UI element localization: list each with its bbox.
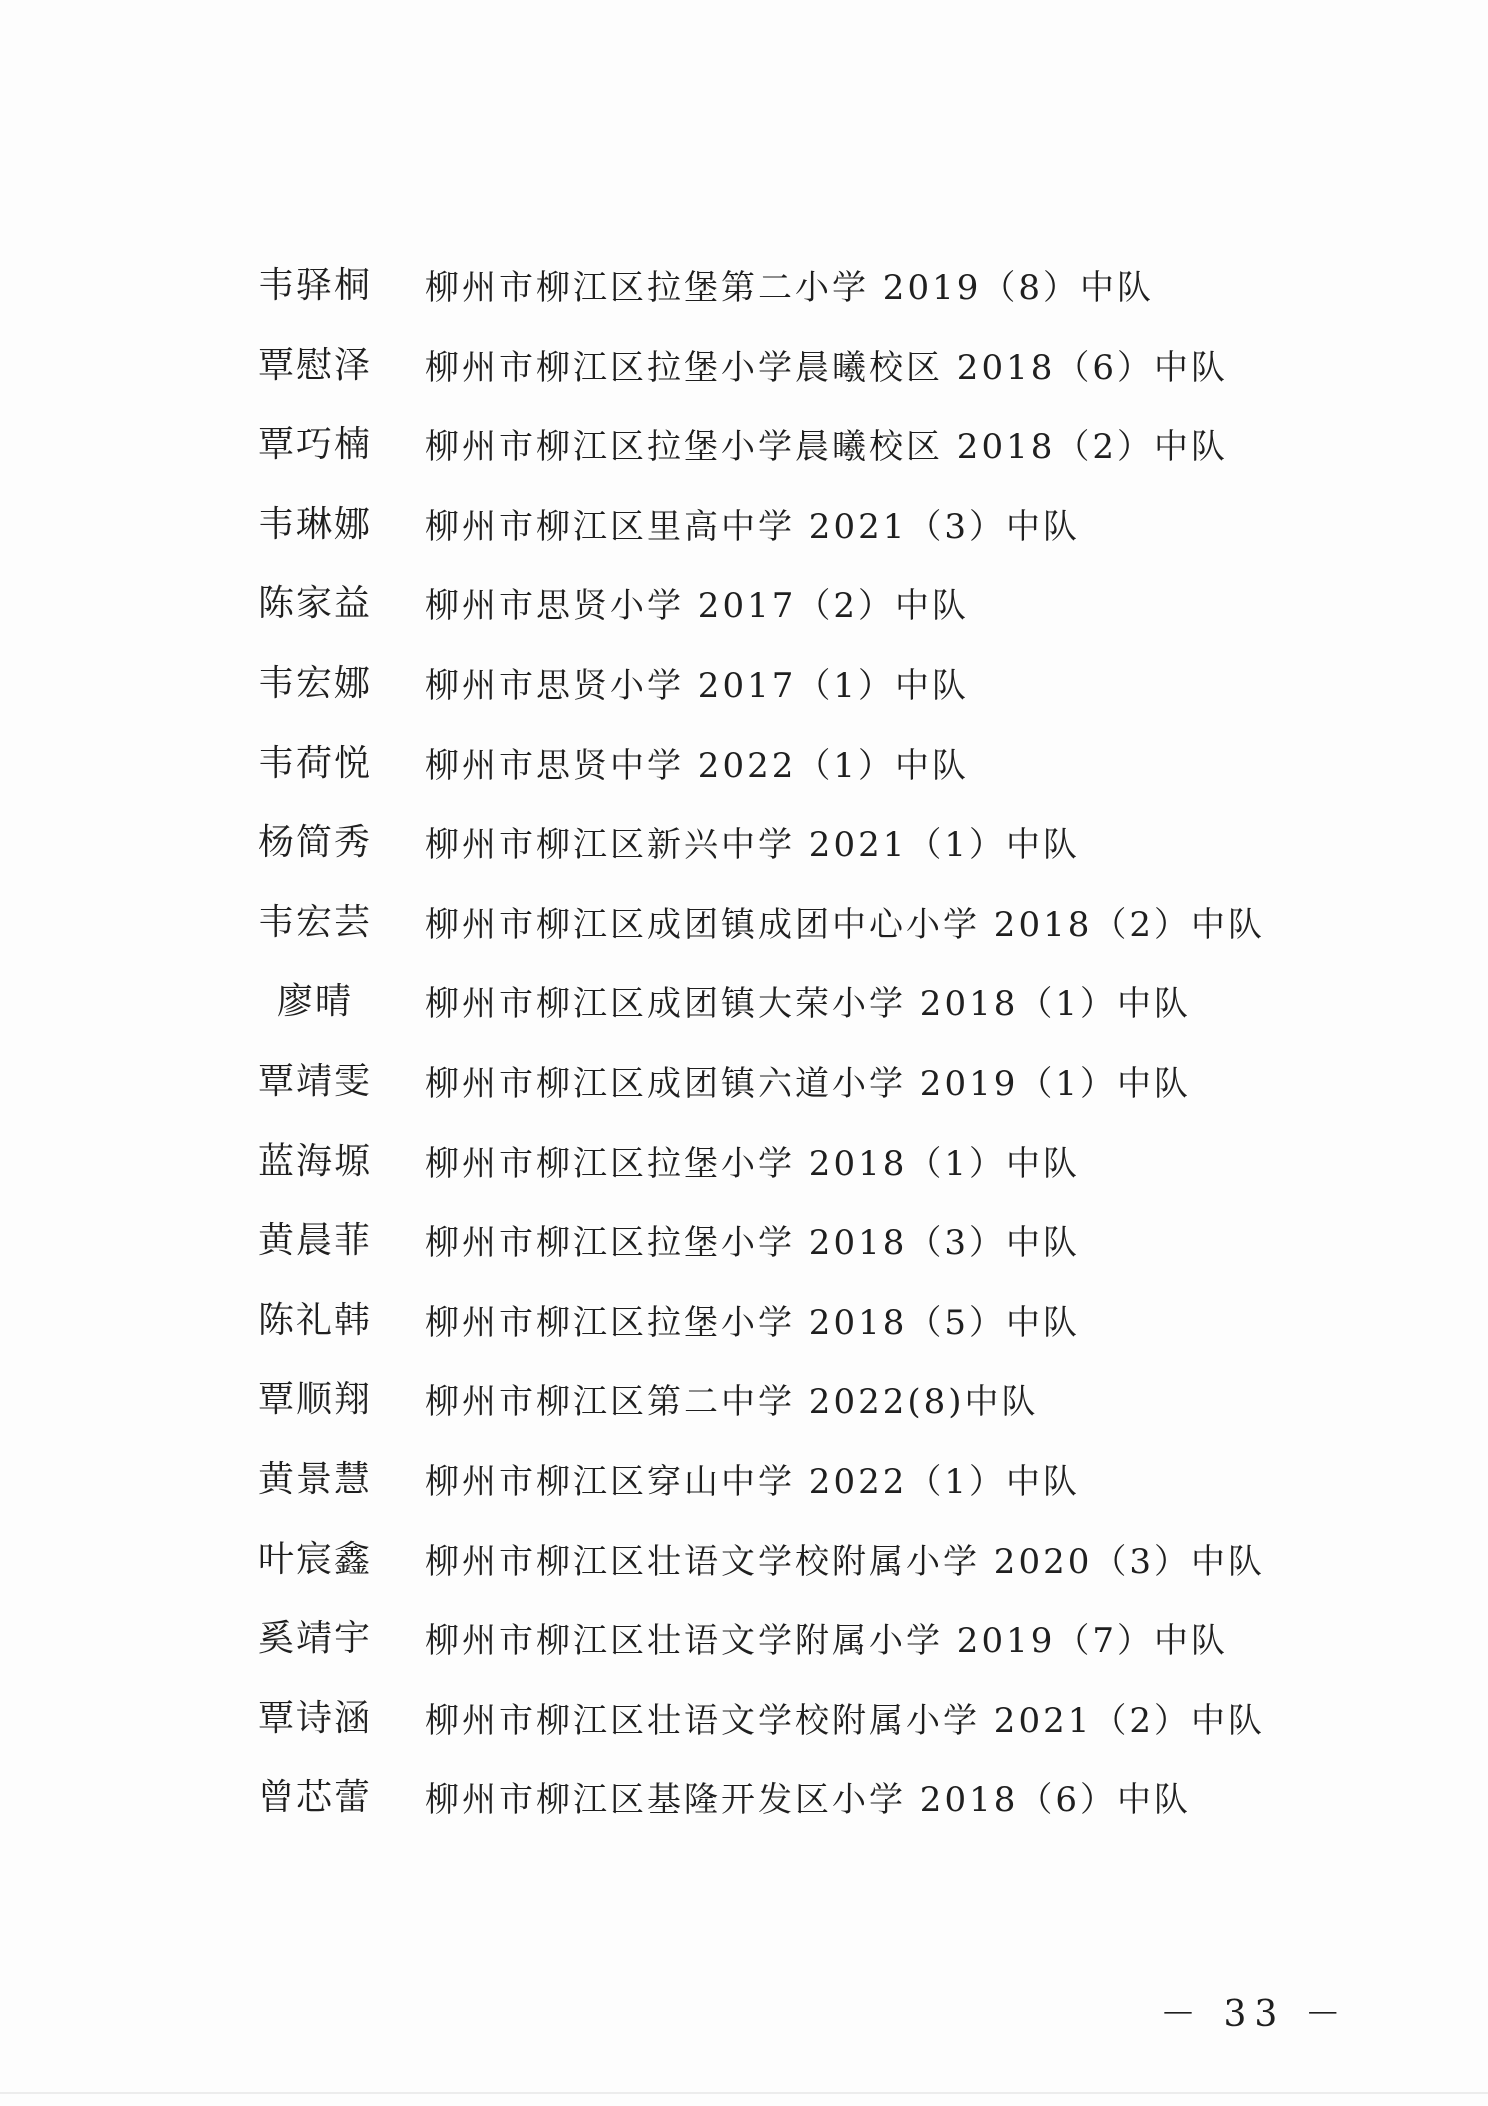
student-name: 韦宏芸: [257, 901, 372, 943]
student-name: 陈家益: [257, 583, 372, 625]
squad-name: 柳州市柳江区新兴中学 2021（1）中队: [425, 825, 1080, 866]
student-name: 韦琳娜: [257, 503, 372, 545]
list-item: [240, 1376, 1280, 1456]
student-name: 杨简秀: [257, 822, 372, 864]
student-name: 覃顺翔: [257, 1379, 372, 1421]
list-item: [240, 819, 1280, 899]
student-name: 覃慰泽: [257, 344, 372, 386]
student-name: 黄景慧: [257, 1458, 372, 1500]
squad-name: 柳州市柳江区穿山中学 2022（1）中队: [425, 1461, 1080, 1502]
squad-name: 柳州市柳江区成团镇大荣小学 2018（1）中队: [425, 984, 1191, 1025]
student-name: 廖晴: [276, 981, 353, 1023]
scan-edge-line: [0, 2092, 1488, 2094]
list-item: [240, 342, 1280, 422]
squad-name: 柳州市柳江区壮语文学附属小学 2019（7）中队: [425, 1621, 1228, 1662]
list-item: [240, 1058, 1280, 1138]
squad-name: 柳州市柳江区壮语文学校附属小学 2020（3）中队: [425, 1541, 1265, 1582]
squad-name: 柳州市柳江区里高中学 2021（3）中队: [425, 506, 1080, 547]
list-item: [240, 1456, 1280, 1536]
list-item: [240, 1217, 1280, 1297]
page-number: － 33 －: [1160, 1994, 1349, 2035]
list-item: [240, 262, 1280, 342]
list-item: [240, 660, 1280, 740]
list-item: [240, 1774, 1280, 1854]
squad-name: 柳州市柳江区成团镇成团中心小学 2018（2）中队: [425, 904, 1265, 945]
squad-name: 柳州市柳江区壮语文学校附属小学 2021（2）中队: [425, 1700, 1265, 1741]
student-name: 陈礼韩: [257, 1299, 372, 1341]
squad-name: 柳州市思贤小学 2017（2）中队: [425, 586, 969, 627]
list-item: [240, 1536, 1280, 1616]
list-item: [240, 501, 1280, 581]
list-item: [240, 1615, 1280, 1695]
student-name: 韦驿桐: [257, 265, 372, 306]
list-item: [240, 899, 1280, 979]
list-item: [240, 580, 1280, 660]
squad-name: 柳州市柳江区拉堡小学 2018（5）中队: [425, 1302, 1080, 1343]
list-item: [240, 1695, 1280, 1775]
student-name: 覃靖雯: [257, 1060, 372, 1102]
honor-list: [240, 262, 1280, 1854]
list-item: [240, 1138, 1280, 1218]
student-name: 韦宏娜: [257, 662, 372, 704]
squad-name: 柳州市思贤中学 2022（1）中队: [425, 745, 969, 786]
student-name: 叶宸鑫: [257, 1538, 372, 1580]
squad-name: 柳州市柳江区拉堡第二小学 2019（8）中队: [425, 268, 1154, 308]
squad-name: 柳州市思贤小学 2017（1）中队: [425, 665, 969, 706]
squad-name: 柳州市柳江区拉堡小学晨曦校区 2018（6）中队: [425, 347, 1228, 388]
student-name: 黄晨菲: [257, 1220, 372, 1262]
student-name: 蓝海塬: [257, 1140, 372, 1182]
squad-name: 柳州市柳江区拉堡小学 2018（3）中队: [425, 1223, 1080, 1264]
student-name: 奚靖宇: [257, 1618, 372, 1660]
list-item: [240, 1297, 1280, 1377]
squad-name: 柳州市柳江区成团镇六道小学 2019（1）中队: [425, 1063, 1191, 1104]
squad-name: 柳州市柳江区拉堡小学 2018（1）中队: [425, 1143, 1080, 1184]
list-item: [240, 740, 1280, 820]
squad-name: 柳州市柳江区拉堡小学晨曦校区 2018（2）中队: [425, 427, 1228, 468]
list-item: [240, 978, 1280, 1058]
squad-name: 柳州市柳江区基隆开发区小学 2018（6）中队: [425, 1780, 1191, 1821]
squad-name: 柳州市柳江区第二中学 2022(8)中队: [425, 1382, 1039, 1423]
student-name: 韦荷悦: [257, 742, 372, 784]
student-name: 曾芯蕾: [257, 1777, 372, 1819]
student-name: 覃巧楠: [257, 424, 372, 466]
student-name: 覃诗涵: [257, 1697, 372, 1739]
list-item: [240, 421, 1280, 501]
